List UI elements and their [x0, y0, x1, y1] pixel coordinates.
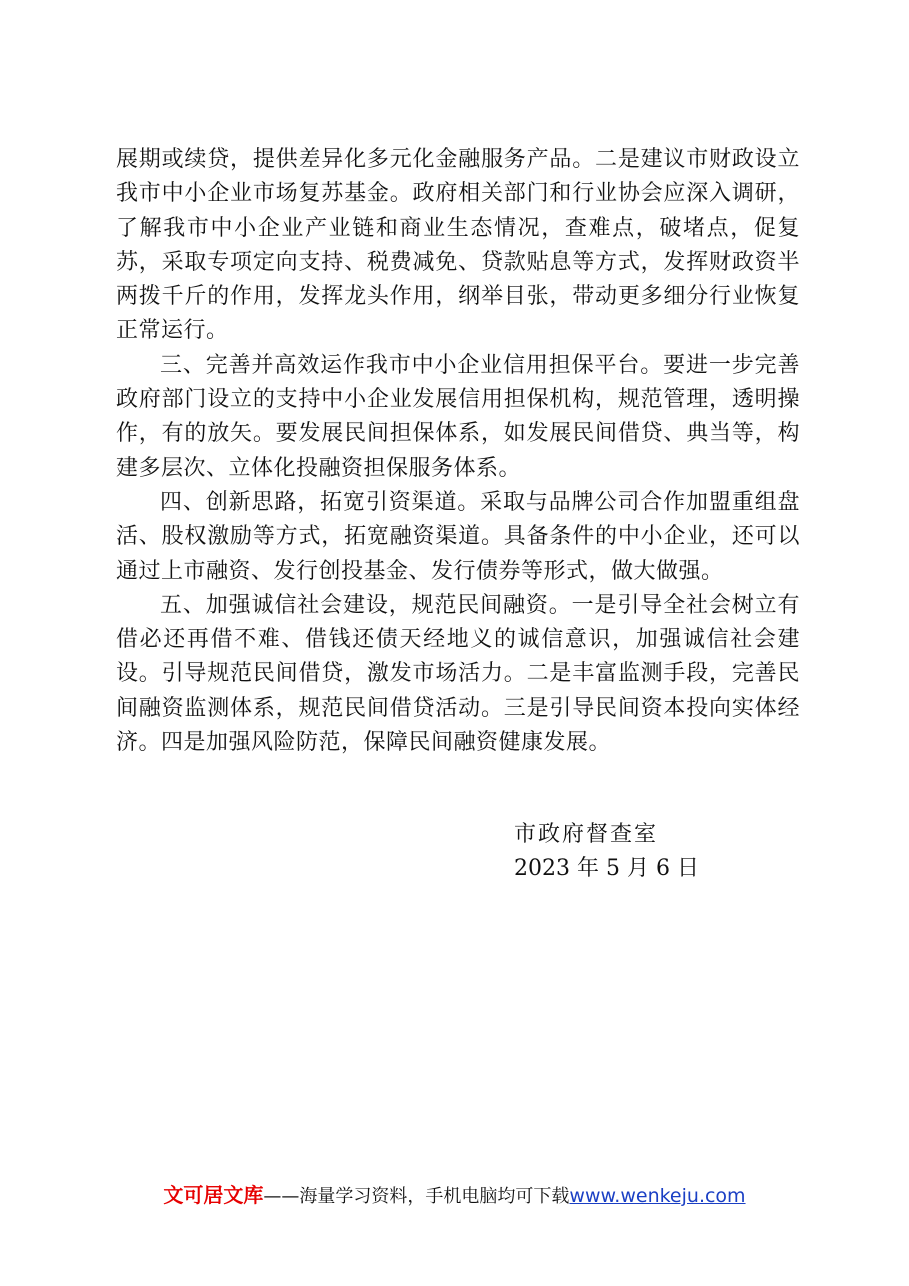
paragraph-section-three: 三、完善并高效运作我市中小企业信用担保平台。要进一步完善政府部门设立的支持中小企业发展信用担保机构，规范管理，透明操作，有的放矢。要发展民间担保体系，如发展民间借贷、典当等，构建多层次、立体化投融资担保服务体系。	[116, 352, 800, 481]
footer-banner	[0, 1180, 909, 1212]
footer-tagline: ——海量学习资料，手机电脑均可下载	[263, 1186, 570, 1207]
paragraph-section-four: 四、创新思路，拓宽引资渠道。采取与品牌公司合作加盟重组盘活、股权激励等方式，拓宽融资渠道。具备条件的中小企业，还可以通过上市融资、发行创投基金、发行债券等形式，做大做强。	[116, 489, 800, 584]
footer-brand: 文可居文库	[163, 1183, 264, 1207]
signature-organization: 市政府督查室	[514, 822, 659, 847]
footer-url-link[interactable]: www.wenkeju.com	[569, 1185, 746, 1207]
signature-block	[514, 818, 699, 886]
signature-date: 2023 年 5 月 6 日	[514, 856, 699, 881]
document-body	[116, 143, 800, 760]
paragraph-continuation: 展期或续贷，提供差异化多元化金融服务产品。二是建议市财政设立我市中小企业市场复苏基金。政府相关部门和行业协会应深入调研，了解我市中小企业产业链和商业生态情况，查难点，破堵点，促复苏，采取专项定向支持、税费减免、贷款贴息等方式，发挥财政资半两拨千斤的作用，发挥龙头作用，纲举目张，带动更多细分行业恢复正常运行。	[116, 147, 800, 344]
paragraph-section-five: 五、加强诚信社会建设，规范民间融资。一是引导全社会树立有借必还再借不难、借钱还债天经地义的诚信意识，加强诚信社会建设。引导规范民间借贷，激发市场活力。二是丰富监测手段，完善民间融资监测体系，规范民间借贷活动。三是引导民间资本投向实体经济。四是加强风险防范，保障民间融资健康发展。	[116, 592, 800, 756]
